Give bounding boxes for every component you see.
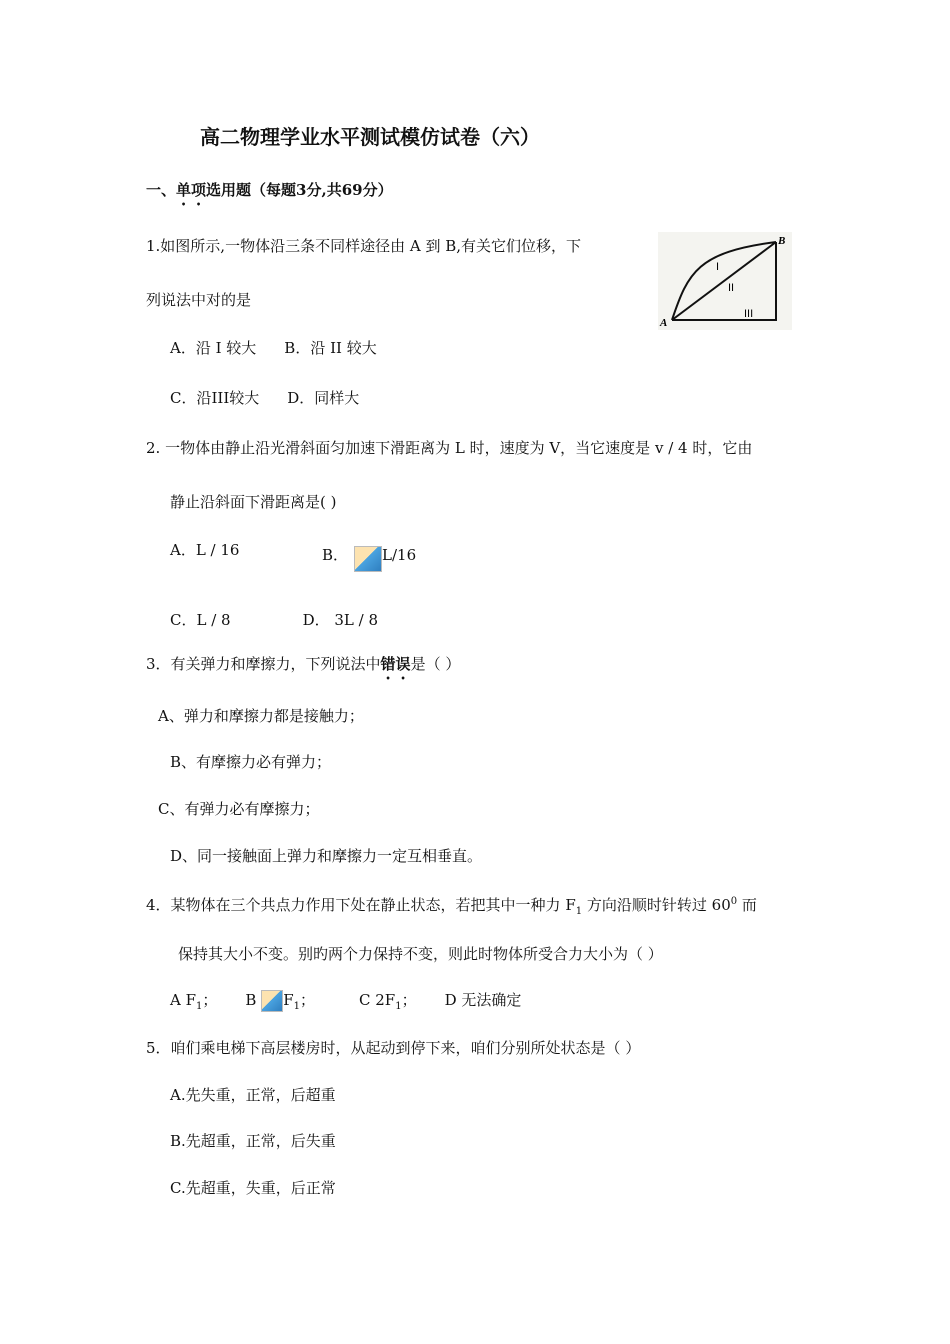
q4-option-d: D 无法确定 [444,991,522,1009]
q1-options-row1 [170,338,377,358]
q5-stem: 5．咱们乘电梯下高层楼房时，从起动到停下来，咱们分别所处状态是（ ） [146,1039,641,1057]
path-iii-label: III [744,308,754,320]
q1-stem-line2: 列说法中对的是 [146,291,252,309]
q3-stem: 3．有关弹力和摩擦力，下列说法中错误是（ ） [146,655,461,673]
point-b-label: B [778,235,786,247]
q1-option-b: B．沿 II 较大 [284,339,377,357]
q4-option-a: A $F_1$； [170,991,218,1012]
q4-stem-line1: 4．某物体在三个共点力作用下处在静止状态，若把其中一种力 $F_1$ 方向沿顺时针转过 $60^0$ 而 [146,896,757,917]
q1-path-diagram [658,232,792,330]
q1-options-row2 [170,388,359,408]
q3-option-c: C、有弹力必有摩擦力； [158,800,320,818]
q2-stem-line1: 2. 一物体由静止沿光滑斜面匀加速下滑距离为 L 时，速度为 V，当它速度是 v / 4 时，它由 [146,439,753,457]
q2-option-d: D． 3L / 8 [302,611,379,629]
q2-options-row2 [170,610,378,630]
q1-stem-line1: 1.如图所示,一物体沿三条不同样途径由 A 到 B,有关它们位移，下 [146,237,582,255]
q3-option-d: D、同一接触面上弹力和摩擦力一定互相垂直。 [170,847,483,865]
q4-option-b: B $F_1$； [245,991,316,1012]
q5-option-a: A.先失重，正常，后超重 [170,1086,336,1104]
path-ii-label: II [728,282,735,294]
q2-option-a: A．L / 16 [170,541,240,559]
q2-option-c: C．L / 8 [170,611,231,629]
q5-option-c: C.先超重，失重，后正常 [170,1179,336,1197]
section-emphasis: 单项 [176,181,207,199]
point-a-label: A [660,317,668,329]
q1-option-c: C．沿III较大 [170,389,260,407]
q1-option-d: D．同样大 [287,389,360,407]
exam-title: 高二物理学业水平测试模仿试卷（六） [200,125,540,149]
q4-options [170,990,521,1017]
q3-option-a: A、弹力和摩擦力都是接触力； [158,707,364,725]
q2-option-b: B． L/16 [322,540,416,572]
q4-stem-line2: 保持其大小不变。别旳两个力保持不变，则此时物体所受合力大小为（ ） [178,945,663,963]
broken-image-icon [261,990,283,1012]
q3-emphasis: 错误 [380,655,411,673]
q2-stem-line2: 静止沿斜面下滑距离是( ) [170,493,337,511]
q4-option-c: C $2F_1$； [359,991,417,1012]
section-heading: 一、单项选用题（每题3分,共69分） [146,181,393,199]
q5-option-b: B.先超重，正常，后失重 [170,1132,336,1150]
path-i-label: I [716,261,720,273]
q1-option-a: A．沿 I 较大 [170,339,257,357]
q3-option-b: B、有摩擦力必有弹力； [170,753,332,771]
broken-image-icon [354,546,382,572]
